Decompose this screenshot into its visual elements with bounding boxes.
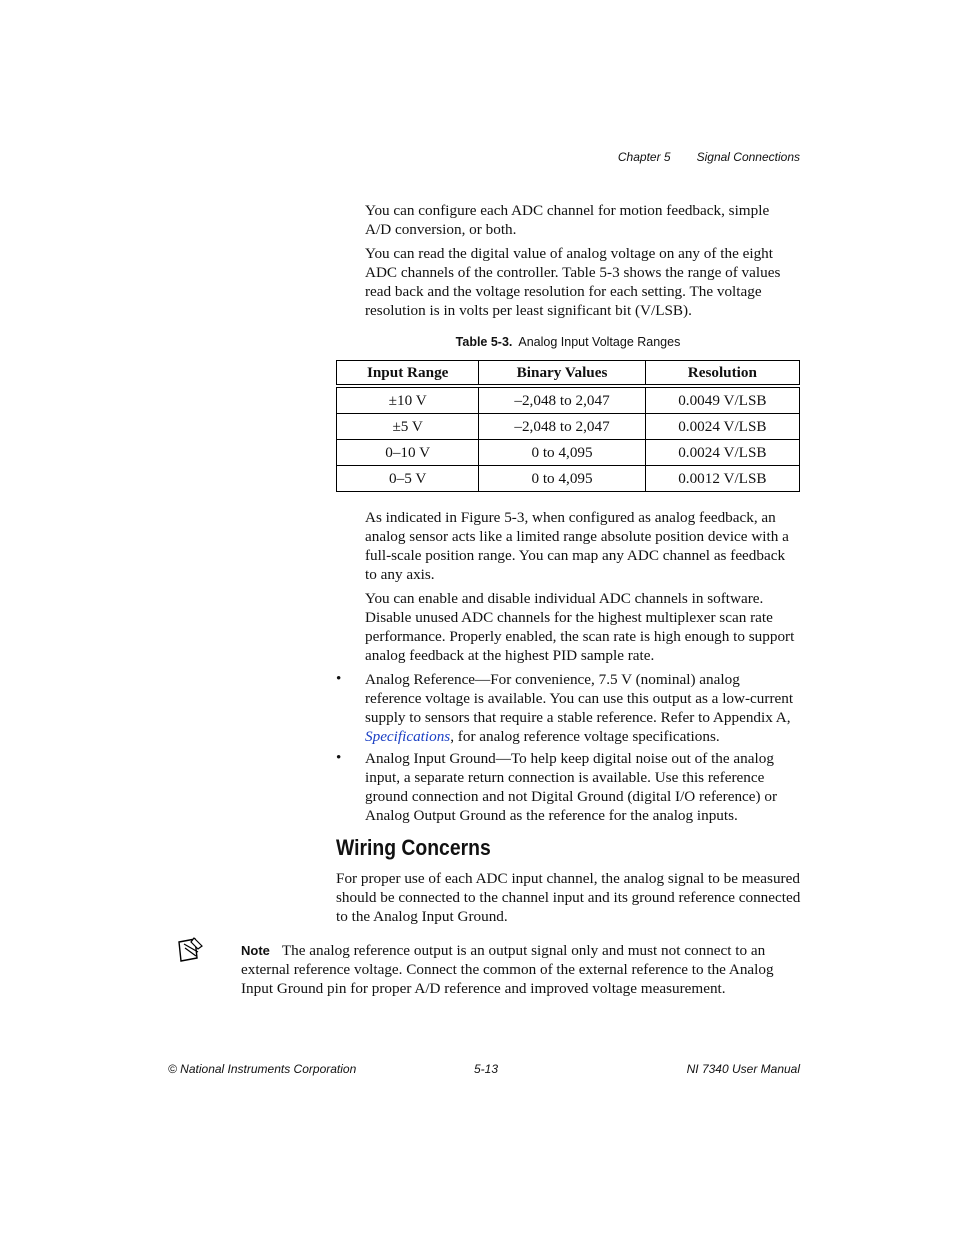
header-resolution: Resolution — [645, 361, 799, 387]
note-text: The analog reference output is an output signal only and must not connect to an external reference voltage. Connect the common of the external reference to the Analog Input Ground pin for proper A/D reference and improved voltage measurement. — [241, 942, 774, 997]
bullet-analog-reference — [365, 670, 800, 746]
cell-resolution: 0.0049 V/LSB — [645, 386, 799, 414]
page-header — [0, 150, 800, 164]
header-section: Signal Connections — [696, 150, 800, 164]
table-row — [337, 466, 800, 492]
table-header-row — [337, 361, 800, 387]
footer-manual-title: NI 7340 User Manual — [686, 1062, 800, 1076]
cell-input-range: 0–10 V — [337, 440, 479, 466]
paragraph-adc-config: You can configure each ADC channel for motion feedback, simple A/D conversion, or both. — [365, 202, 770, 238]
note-icon — [176, 936, 204, 964]
footer-page-number: 5-13 — [474, 1062, 499, 1076]
cell-input-range: ±5 V — [337, 414, 479, 440]
cell-resolution: 0.0024 V/LSB — [645, 414, 799, 440]
voltage-ranges-table — [336, 360, 800, 492]
cell-binary-values: –2,048 to 2,047 — [479, 386, 645, 414]
paragraph-adc-read: You can read the digital value of analog voltage on any of the eight ADC channels of the controller. Table 5-3 shows the range of values read back and the voltage resolution for each setting. The voltage resolution is in volts per least significant bit (V/LSB). — [365, 245, 781, 319]
table-row — [337, 386, 800, 414]
specifications-link[interactable]: Specifications — [365, 728, 451, 745]
header-input-range: Input Range — [337, 361, 479, 387]
cell-resolution: 0.0024 V/LSB — [645, 440, 799, 466]
cell-input-range: ±10 V — [337, 386, 479, 414]
paragraph-analog-feedback: As indicated in Figure 5-3, when configured as analog feedback, an analog sensor acts like a limited range absolute position device with a full-scale position range. You can map any ADC channel as feedback to any axis. — [365, 509, 789, 583]
note-block — [241, 941, 801, 998]
bullet-marker: • — [336, 749, 342, 766]
table-caption — [336, 335, 800, 349]
table-caption-label: Table 5-3. — [455, 335, 513, 349]
bullet-analog-input-ground: Analog Input Ground—To help keep digital noise out of the analog input, a separate return connection is available. Use this reference ground connection and not Digital Ground (digital I/O reference) or Analog Output Ground as the reference for the analog inputs. — [365, 750, 778, 824]
cell-input-range: 0–5 V — [337, 466, 479, 492]
cell-resolution: 0.0012 V/LSB — [645, 466, 799, 492]
table-row — [337, 440, 800, 466]
header-binary-values: Binary Values — [479, 361, 645, 387]
paragraph-enable-channels: You can enable and disable individual ADC channels in software. Disable unused ADC channels for the highest multiplexer scan rate performance. Properly enabled, the scan rate is high enough to support analog feedback at the highest PID sample rate. — [365, 590, 795, 664]
section-body: For proper use of each ADC input channel, the analog signal to be measured should be connected to the channel input and its ground reference connected to the Analog Input Ground. — [336, 870, 801, 925]
cell-binary-values: –2,048 to 2,047 — [479, 414, 645, 440]
header-chapter: Chapter 5 — [617, 150, 671, 164]
bullet-analog-reference-text-end: , for analog reference voltage specifications. — [450, 728, 720, 745]
cell-binary-values: 0 to 4,095 — [479, 440, 645, 466]
table-row — [337, 414, 800, 440]
table-caption-text: Analog Input Voltage Ranges — [518, 335, 681, 349]
footer-copyright: © National Instruments Corporation — [168, 1062, 357, 1076]
note-label: Note — [241, 943, 270, 958]
bullet-analog-reference-text: Analog Reference—For convenience, 7.5 V (nominal) analog reference voltage is available. You can use this output as a low-current supply to sensors that require a stable reference. Refer to Appendix A, — [365, 671, 794, 726]
cell-binary-values: 0 to 4,095 — [479, 466, 645, 492]
section-heading: Wiring Concerns — [336, 835, 491, 860]
bullet-marker: • — [336, 670, 342, 687]
